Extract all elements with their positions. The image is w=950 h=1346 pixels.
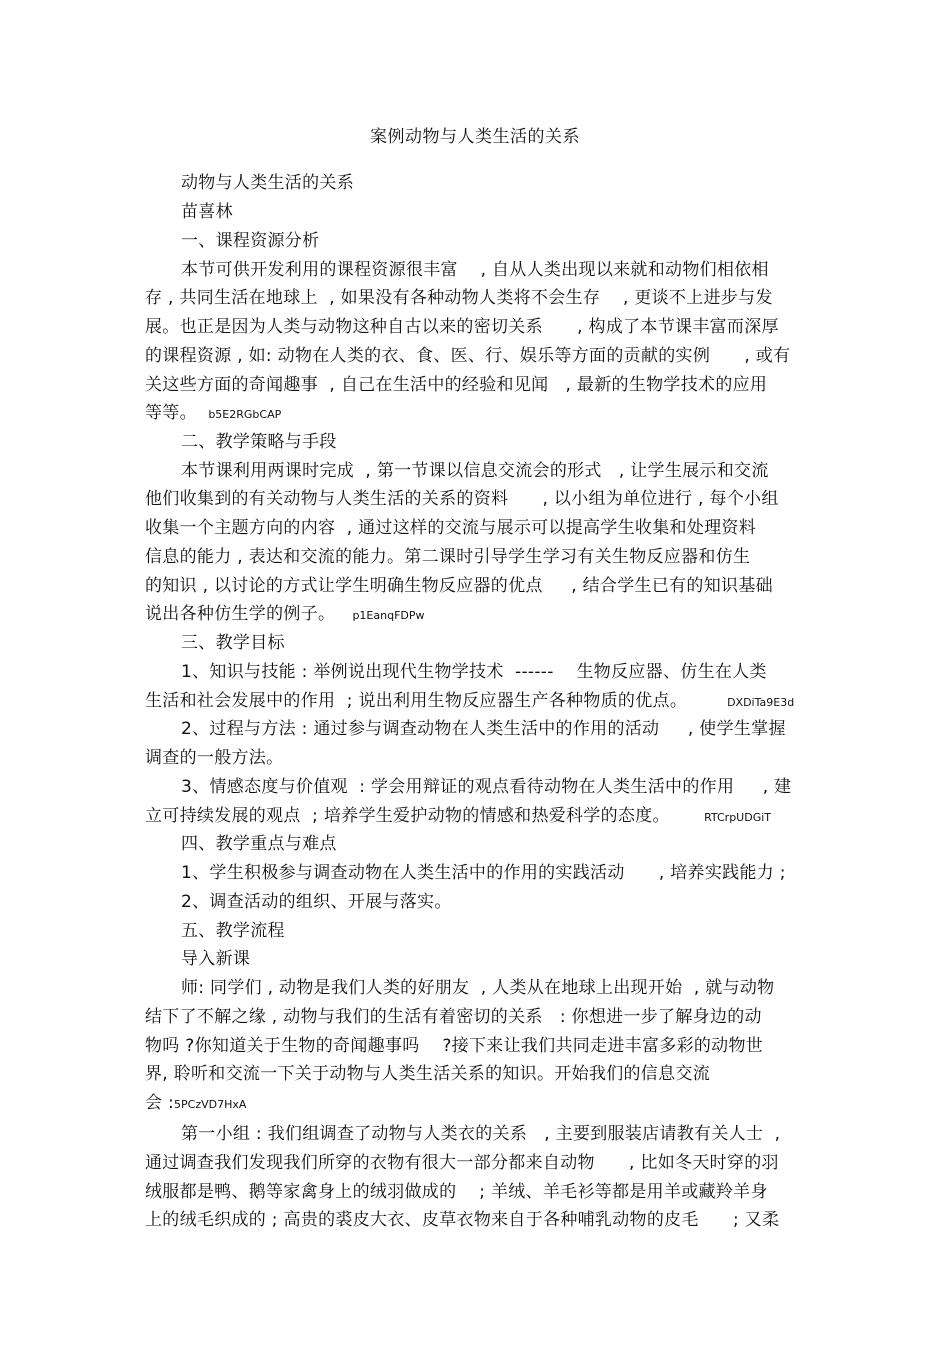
paragraph-line: 1、知识与技能 : 举例说出现代生物学技术 ------ 生物反应器、仿生在人类 (181, 662, 767, 682)
paragraph-line: 调查的一般方法。 (145, 748, 284, 768)
paragraph-line: 物吗 ?你知道关于生物的奇闻趣事吗 ?接下来让我们共同走进丰富多彩的动物世 (145, 1036, 764, 1056)
paragraph-line: 绒服都是鸭、鹅等家禽身上的绒羽做成的 ; 羊绒、羊毛衫等都是用羊或藏羚羊身 (145, 1182, 768, 1202)
paragraph-text: 会 : (145, 1093, 175, 1113)
paragraph-line: 2、调查活动的组织、开展与落实。 (181, 892, 452, 912)
paragraph-line: 第一小组 : 我们组调查了动物与人类衣的关系 , 主要到服装店请教有关人士 , (181, 1124, 781, 1144)
watermark-code: p1EanqFDPw (352, 609, 425, 622)
paragraph-line (145, 804, 771, 830)
paragraph-line: 上的绒毛织成的 ; 高贵的裘皮大衣、皮草衣物来自于各种哺乳动物的皮毛 ; 又柔 (145, 1210, 780, 1230)
paragraph-line (145, 401, 281, 427)
paragraph-line: 本节课利用两课时完成 , 第一节课以信息交流会的形式 , 让学生展示和交流 (181, 461, 769, 481)
paragraph-text: 等等。 (145, 403, 197, 423)
paragraph-line: 的课程资源 , 如: 动物在人类的衣、食、医、行、娱乐等方面的贡献的实例 , 或有 (145, 346, 791, 366)
paragraph-text: 说出各种仿生学的例子。 (145, 604, 336, 624)
section-heading-3: 三、教学目标 (181, 633, 285, 653)
paragraph-line: 3、情感态度与价值观 : 学会用辩证的观点看待动物在人类生活中的作用 , 建 (181, 777, 792, 797)
paragraph-line (145, 689, 794, 715)
watermark-code: RTCrpUDGiT (704, 811, 772, 824)
paragraph-line: 收集一个主题方向的内容 , 通过这样的交流与展示可以提高学生收集和处理资料 (145, 518, 757, 538)
paragraph-line: 存 , 共同生活在地球上 , 如果没有各种动物人类将不会生存 , 更谈不上进步与发 (145, 288, 773, 308)
section-heading-2: 二、教学策略与手段 (181, 432, 337, 452)
section-heading-5: 五、教学流程 (181, 921, 285, 941)
subheading: 导入新课 (181, 949, 251, 969)
paragraph-line: 1、学生积极参与调查动物在人类生活中的作用的实践活动 , 培养实践能力 ; (181, 863, 786, 883)
section-heading-1: 一、课程资源分析 (181, 231, 320, 251)
paragraph-text: 立可持续发展的观点 ; 培养学生爱护动物的情感和热爱科学的态度。 (145, 806, 670, 826)
paragraph-line: 通过调查我们发现我们所穿的衣物有很大一部分都来自动物 , 比如冬天时穿的羽 (145, 1153, 779, 1173)
watermark-code: 5PCzVD7HxA (174, 1098, 247, 1111)
paragraph-line: 他们收集到的有关动物与人类生活的关系的资料 , 以小组为单位进行 , 每个小组 (145, 489, 779, 509)
author: 苗喜林 (181, 202, 233, 222)
paragraph-line: 关这些方面的奇闻趣事 , 自己在生活中的经验和见闻 , 最新的生物学技术的应用 (145, 375, 768, 395)
paragraph-text: 生活和社会发展中的作用 ; 说出利用生物反应器生产各种物质的优点。 (145, 691, 688, 711)
paragraph-line: 2、过程与方法 : 通过参与调查动物在人类生活中的作用的活动 , 使学生掌握 (181, 719, 786, 739)
paragraph-line: 结下了不解之缘 , 动物与我们的生活有着密切的关系 : 你想进一步了解身边的动 (145, 1007, 762, 1027)
paragraph-line: 本节可供开发利用的课程资源很丰富 , 自从人类出现以来就和动物们相依相 (181, 260, 769, 280)
paragraph-line (145, 602, 425, 628)
watermark-code: DXDiTa9E3d (727, 696, 795, 709)
paragraph-line (145, 1091, 246, 1117)
paragraph-line: 展。也正是因为人类与动物这种自古以来的密切关系 , 构成了本节课丰富而深厚 (145, 317, 779, 337)
paragraph-line: 界, 聆听和交流一下关于动物与人类生活关系的知识。开始我们的信息交流 (145, 1064, 711, 1084)
paragraph-line: 信息的能力 , 表达和交流的能力。第二课时引导学生学习有关生物反应器和仿生 (145, 547, 751, 567)
watermark-code: b5E2RGbCAP (208, 408, 282, 421)
paragraph-line: 的知识 , 以讨论的方式让学生明确生物反应器的优点 , 结合学生已有的知识基础 (145, 576, 773, 596)
subtitle: 动物与人类生活的关系 (181, 173, 354, 193)
section-heading-4: 四、教学重点与难点 (181, 834, 337, 854)
paragraph-line: 师: 同学们 , 动物是我们人类的好朋友 , 人类从在地球上出现开始 , 就与动物 (181, 978, 775, 998)
document-title: 案例动物与人类生活的关系 (370, 127, 580, 147)
